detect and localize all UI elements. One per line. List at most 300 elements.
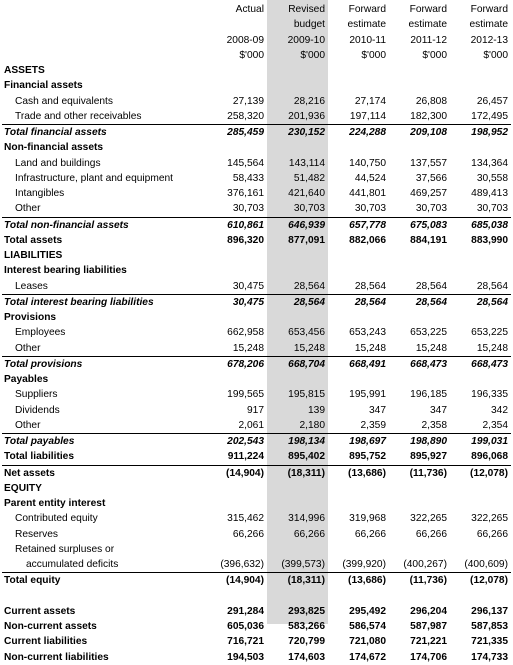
value-cell: 28,564 [415,280,447,292]
value-cell [206,310,267,325]
value-cell: 26,457 [476,95,508,107]
row-label: Total equity [2,573,206,589]
value-cell: 198,890 [389,434,450,450]
value-cell: 587,853 [471,621,508,633]
value-cell: 653,225 [471,327,508,339]
unit-cell: $'000 [239,49,264,61]
value-cell [267,372,328,387]
value-cell [267,263,328,278]
value-cell: 314,996 [288,513,325,525]
value-cell: (11,736) [389,465,450,481]
value-cell: 199,031 [450,434,511,450]
row-label: Retained surpluses or [15,543,115,555]
value-cell: 26,808 [415,95,447,107]
value-cell: 657,778 [328,217,389,233]
header-spacer [2,48,206,63]
value-cell: 197,114 [349,110,386,122]
value-cell [389,542,450,557]
value-cell [328,372,389,387]
table-row [2,511,511,526]
value-cell: 196,185 [410,389,447,401]
value-cell: (14,904) [206,465,267,481]
table-row [2,619,511,634]
value-cell [450,263,511,278]
spacer-cell [2,589,206,604]
value-cell [206,496,267,511]
value-cell: 668,491 [328,356,389,372]
table-row [2,171,511,186]
row-label: Trade and other receivables [15,110,142,122]
table-header [2,2,511,63]
header-cell [206,17,267,32]
value-cell: 198,134 [267,434,328,450]
value-cell: 196,335 [471,389,508,401]
value-cell [267,542,328,557]
value-cell: 230,152 [267,125,328,141]
spacer-cell [389,589,450,604]
value-cell: 716,721 [227,636,264,648]
table-row [2,233,511,248]
value-cell [389,496,450,511]
value-cell: 28,564 [450,294,511,310]
value-cell: 646,939 [267,217,328,233]
value-cell: 489,413 [471,188,508,200]
value-cell [450,248,511,263]
table-row [2,634,511,649]
value-cell: 51,482 [293,172,325,184]
row-label: ASSETS [4,65,45,77]
row-label: Net assets [2,465,206,481]
value-cell [267,496,328,511]
value-cell [206,542,267,557]
value-cell: 295,492 [349,605,386,617]
value-cell: 30,703 [293,203,325,215]
value-cell: 668,704 [267,356,328,372]
value-cell: 2,358 [421,419,447,431]
value-cell: 174,706 [410,651,447,663]
value-cell: 27,174 [354,95,386,107]
value-cell: 28,564 [293,280,325,292]
table-row [2,604,511,619]
header-spacer [2,17,206,32]
value-cell: 30,703 [354,203,386,215]
value-cell [206,78,267,93]
table-row [2,201,511,217]
table-row [2,341,511,357]
table-row [2,434,511,450]
value-cell: 587,987 [410,621,447,633]
value-cell: 2,061 [238,419,264,431]
table-row [2,63,511,78]
year-cell: 2010-11 [349,34,386,46]
value-cell: 675,083 [389,217,450,233]
value-cell: 882,066 [349,234,386,246]
row-label: Total payables [2,434,206,450]
value-cell: 182,300 [410,110,447,122]
spacer-cell [206,589,267,604]
value-cell: 134,364 [471,157,508,169]
value-cell: 721,221 [410,636,447,648]
header-cell: Actual [235,4,264,16]
value-cell: 209,108 [389,125,450,141]
value-cell [389,248,450,263]
value-cell: 15,248 [476,342,508,354]
row-label: EQUITY [4,482,42,494]
table-row [2,557,511,573]
table-row [2,542,511,557]
value-cell: 28,564 [476,280,508,292]
value-cell: 202,543 [206,434,267,450]
row-label: Parent entity interest [4,498,106,510]
value-cell: 586,574 [349,621,386,633]
value-cell [328,248,389,263]
row-label: Interest bearing liabilities [4,265,127,277]
value-cell [450,542,511,557]
value-cell: 15,248 [354,342,386,354]
value-cell: 15,248 [415,342,447,354]
value-cell: 137,557 [410,157,447,169]
row-label: LIABILITIES [4,250,63,262]
row-label: Financial assets [4,80,83,92]
value-cell: 653,243 [349,327,386,339]
value-cell [267,248,328,263]
value-cell [328,263,389,278]
row-label: Non-financial assets [4,142,104,154]
header-cell: estimate [469,19,508,31]
row-label: Other [15,203,41,215]
header-cell: Forward [470,4,508,16]
row-label: Current assets [4,605,76,617]
value-cell [450,496,511,511]
row-label: Total interest bearing liabilities [2,294,206,310]
value-cell: 174,672 [349,651,386,663]
value-cell: 469,257 [410,188,447,200]
year-cell: 2008-09 [226,34,264,46]
value-cell: (400,267) [403,559,447,571]
value-cell [328,542,389,557]
value-cell [206,263,267,278]
table-row [2,387,511,402]
value-cell: 911,224 [227,451,264,463]
value-cell: 877,091 [288,234,325,246]
value-cell: 15,248 [293,342,325,354]
value-cell: 884,191 [410,234,447,246]
header-cell: Forward [409,4,447,16]
value-cell: (14,904) [206,573,267,589]
value-cell: 293,825 [288,605,325,617]
row-label: Non-current assets [4,621,97,633]
value-cell: 30,558 [476,172,508,184]
value-cell [450,140,511,155]
value-cell [389,63,450,78]
value-cell: 15,248 [232,342,264,354]
value-cell: 296,137 [471,605,508,617]
value-cell: 30,703 [232,203,264,215]
header-row-2 [2,17,511,32]
year-cell: 2012-13 [470,34,508,46]
value-cell [450,63,511,78]
value-cell: 30,475 [232,280,264,292]
value-cell [328,63,389,78]
row-label: Leases [15,280,48,292]
row-label: accumulated deficits [26,559,119,571]
value-cell: 199,565 [227,389,264,401]
value-cell: 28,564 [267,294,328,310]
value-cell: 668,473 [450,356,511,372]
value-cell [206,63,267,78]
value-cell: 895,402 [288,451,325,463]
table-row [2,573,511,589]
row-label: Total financial assets [2,125,206,141]
table-row [2,650,511,665]
value-cell: 30,475 [206,294,267,310]
row-label: Land and buildings [15,157,101,169]
value-cell: 421,640 [288,188,325,200]
value-cell [328,496,389,511]
value-cell: (12,078) [450,573,511,589]
header-cell: Forward [348,4,386,16]
value-cell: 28,564 [328,294,389,310]
value-cell [267,481,328,496]
value-cell [267,310,328,325]
value-cell: 174,733 [471,651,508,663]
table-row [2,263,511,278]
row-label: Payables [4,374,49,386]
value-cell: 883,990 [471,234,508,246]
value-cell: 198,697 [328,434,389,450]
header-spacer [2,2,206,17]
value-cell: 30,703 [476,203,508,215]
value-cell: 198,952 [450,125,511,141]
value-cell: 322,265 [410,513,447,525]
value-cell: 291,284 [227,605,264,617]
value-cell: 347 [369,404,386,416]
spacer-cell [267,589,328,604]
value-cell: 37,566 [415,172,447,184]
year-cell: 2009-10 [287,34,325,46]
value-cell: 896,068 [471,451,508,463]
value-cell: 720,799 [288,636,325,648]
value-cell [267,140,328,155]
table-row [2,310,511,325]
balance-sheet-table [2,2,511,665]
value-cell: 678,206 [206,356,267,372]
row-label: Employees [15,327,66,339]
value-cell [206,140,267,155]
row-label: Cash and equivalents [15,95,113,107]
value-cell: 174,603 [288,651,325,663]
value-cell: 376,161 [227,188,264,200]
value-cell: 66,266 [232,528,264,540]
value-cell: 27,139 [232,95,264,107]
value-cell [450,372,511,387]
row-label: Other [15,342,41,354]
value-cell: 610,861 [206,217,267,233]
value-cell: 140,750 [349,157,386,169]
value-cell: 668,473 [389,356,450,372]
row-label: Contributed equity [15,513,98,525]
year-cell: 2011-12 [410,34,447,46]
table-row [2,325,511,340]
value-cell: 319,968 [349,513,386,525]
value-cell: 44,524 [354,172,386,184]
row-label: Intangibles [15,188,65,200]
value-cell: (12,078) [450,465,511,481]
row-label: Current liabilities [4,636,88,648]
value-cell: 66,266 [354,528,386,540]
table-row [2,418,511,434]
value-cell: 685,038 [450,217,511,233]
row-label: Provisions [4,312,57,324]
table-row [2,186,511,201]
unit-cell: $'000 [483,49,508,61]
row-label: Infrastructure, plant and equipment [15,172,174,184]
table-row [2,94,511,109]
value-cell: (11,736) [389,573,450,589]
value-cell: 258,320 [227,110,264,122]
header-row-years [2,33,511,48]
value-cell [389,481,450,496]
row-label: Dividends [15,404,60,416]
value-cell: 342 [491,404,508,416]
value-cell: 28,564 [389,294,450,310]
header-cell: Revised [288,4,325,16]
value-cell: 143,114 [288,157,325,169]
row-label: Total liabilities [4,451,75,463]
table-row [2,372,511,387]
value-cell: 721,335 [471,636,508,648]
table-row [2,465,511,481]
table-row [2,294,511,310]
row-label: Non-current liabilities [4,651,109,663]
value-cell [389,310,450,325]
value-cell: 224,288 [328,125,389,141]
header-cell: budget [293,19,325,31]
table-row [2,109,511,125]
spacer-cell [450,589,511,604]
spacer-cell [328,589,389,604]
value-cell: (399,573) [281,559,325,571]
value-cell: (396,632) [220,559,264,571]
value-cell: 605,036 [227,621,264,633]
value-cell: 28,564 [354,280,386,292]
value-cell [450,310,511,325]
value-cell [389,140,450,155]
row-label: Reserves [15,528,59,540]
value-cell: 195,991 [349,389,386,401]
header-spacer [2,33,206,48]
value-cell [389,78,450,93]
value-cell: 30,703 [415,203,447,215]
table-row [2,527,511,542]
value-cell [389,372,450,387]
value-cell: (18,311) [267,573,328,589]
row-label: Other [15,419,41,431]
value-cell: (18,311) [267,465,328,481]
value-cell: 895,752 [349,451,386,463]
value-cell: 896,320 [227,234,264,246]
table-row [2,140,511,155]
value-cell: 653,225 [410,327,447,339]
table-body [2,63,511,665]
value-cell [206,248,267,263]
value-cell [450,481,511,496]
header-row-1 [2,2,511,17]
value-cell: 194,503 [227,651,264,663]
value-cell [328,140,389,155]
value-cell [328,78,389,93]
table-row [2,248,511,263]
value-cell: (399,920) [342,559,386,571]
value-cell: 583,266 [288,621,325,633]
value-cell: (400,609) [464,559,508,571]
value-cell [450,78,511,93]
value-cell: 66,266 [415,528,447,540]
value-cell: 58,433 [232,172,264,184]
table-row [2,356,511,372]
table-row [2,449,511,465]
value-cell: 441,801 [349,188,386,200]
value-cell: 195,815 [288,389,325,401]
row-label: Total provisions [2,356,206,372]
row-label: Total non-financial assets [2,217,206,233]
value-cell [389,263,450,278]
table-row [2,217,511,233]
table-row [2,78,511,93]
value-cell: 917 [247,404,264,416]
table-row [2,496,511,511]
value-cell [328,481,389,496]
value-cell: 322,265 [471,513,508,525]
value-cell: 2,180 [299,419,325,431]
value-cell [267,78,328,93]
header-cell: estimate [408,19,447,31]
value-cell: 145,564 [227,157,264,169]
value-cell [267,63,328,78]
table-row [2,279,511,295]
value-cell: (13,686) [328,573,389,589]
unit-cell: $'000 [422,49,447,61]
value-cell [206,481,267,496]
unit-cell: $'000 [300,49,325,61]
value-cell: (13,686) [328,465,389,481]
value-cell: 66,266 [476,528,508,540]
value-cell: 285,459 [206,125,267,141]
table-row [2,125,511,141]
table-row [2,481,511,496]
value-cell: 139 [308,404,325,416]
table-row [2,156,511,171]
value-cell: 296,204 [410,605,447,617]
value-cell: 662,958 [227,327,264,339]
value-cell: 315,462 [227,513,264,525]
unit-cell: $'000 [361,49,386,61]
row-label: Suppliers [15,389,58,401]
value-cell: 28,216 [293,95,325,107]
row-label: Total assets [4,234,63,246]
value-cell: 721,080 [349,636,386,648]
value-cell: 172,495 [471,110,508,122]
value-cell: 653,456 [288,327,325,339]
value-cell: 2,359 [360,419,386,431]
value-cell: 66,266 [293,528,325,540]
table-row [2,403,511,418]
value-cell: 201,936 [288,110,325,122]
value-cell: 2,354 [482,419,508,431]
header-cell: estimate [347,19,386,31]
value-cell [206,372,267,387]
value-cell: 895,927 [410,451,447,463]
